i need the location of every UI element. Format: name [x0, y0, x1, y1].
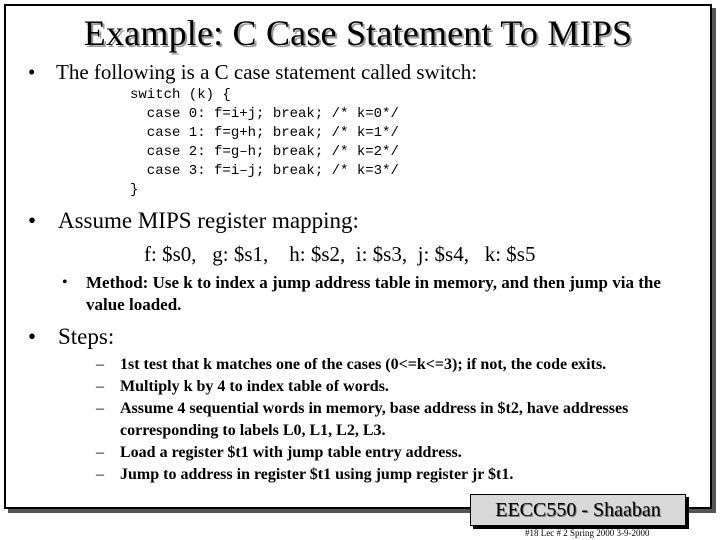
step-text: Assume 4 sequential words in memory, base address in $t2, have addresses corresponding to labels L0, L1, L2, L3. — [120, 400, 629, 439]
course-badge: EECC550 - Shaaban — [470, 494, 686, 526]
list-item — [90, 376, 690, 398]
step-text: Load a register $t1 with jump table entry address. — [120, 444, 462, 461]
slide-title: Example: C Case Statement To MIPS — [83, 13, 633, 53]
method-text: Method: Use k to index a jump address table in memory, and then jump via the value loaded. — [86, 273, 661, 314]
intro-text: The following is a C case statement called switch: — [56, 60, 478, 84]
list-item — [90, 464, 690, 486]
slide-footnote: #18 Lec # 2 Spring 2000 3-9-2000 — [525, 528, 650, 538]
bullet-dot: • — [28, 60, 36, 84]
slide-frame — [4, 4, 712, 509]
steps-list — [90, 354, 690, 486]
list-item — [90, 354, 690, 376]
bullet-dot: • — [28, 208, 37, 233]
dash-marker: – — [96, 444, 104, 461]
list-item — [90, 398, 690, 442]
register-mapping: f: $s0, g: $s1, h: $s2, i: $s3, j: $s4, k: $s5 — [144, 242, 536, 266]
step-text: 1st test that k matches one of the cases (0<=k<=3); if not, the code exits. — [120, 356, 607, 373]
mapping-heading: Assume MIPS register mapping: — [58, 208, 359, 233]
list-item — [90, 442, 690, 464]
bullet-dot: • — [28, 324, 37, 349]
c-code-block: switch (k) { case 0: f=i+j; break; /* k=0*/ case 1: f=g+h; break; /* k=1*/ case 2: f=g–h; break; /* k=2*/ case 3: f=i–j; break; /* k=3*/ } — [130, 87, 399, 198]
dash-marker: – — [96, 466, 104, 483]
steps-bullet — [28, 324, 114, 350]
mapping-bullet — [28, 208, 359, 234]
intro-bullet — [28, 60, 477, 85]
step-text: Jump to address in register $t1 using jump register jr $t1. — [120, 466, 514, 483]
bullet-dot: • — [62, 274, 68, 291]
dash-marker: – — [96, 356, 104, 373]
dash-marker: – — [96, 400, 104, 417]
step-text: Multiply k by 4 to index table of words. — [120, 378, 389, 395]
steps-heading: Steps: — [58, 324, 115, 349]
dash-marker: – — [96, 378, 104, 395]
